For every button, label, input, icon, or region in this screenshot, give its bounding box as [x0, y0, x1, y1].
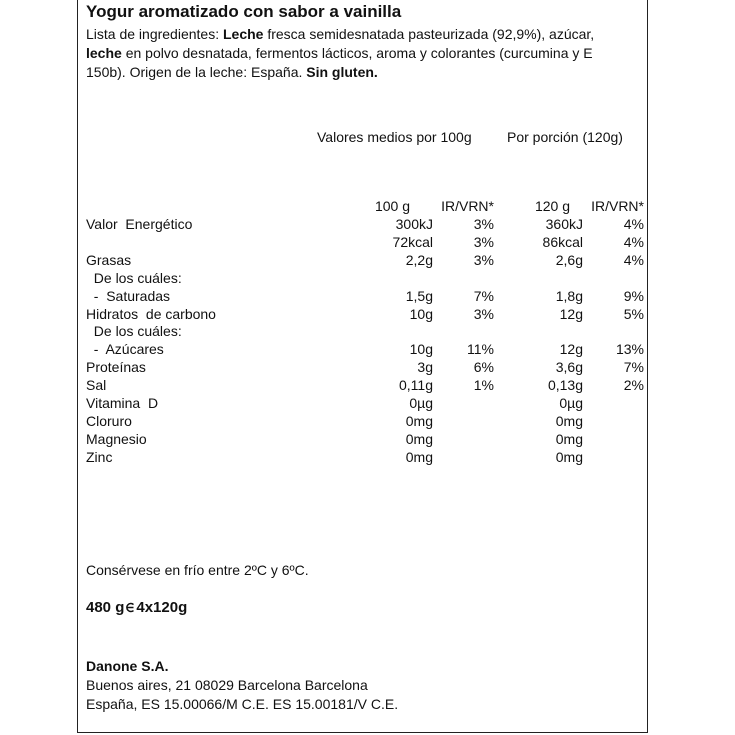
nutrient-v120: 3,6g: [555, 359, 583, 375]
column-ir-120g: IR/VRN*: [591, 198, 644, 214]
nutrient-ir100: 3%: [473, 306, 494, 322]
nutrient-ir120: 4%: [623, 252, 644, 268]
nutrient-v100: 10g: [409, 306, 433, 322]
allergen-milk: Leche: [222, 26, 264, 42]
column-100g: 100 g: [374, 198, 410, 214]
nutrient-label: De los cuáles:: [86, 270, 182, 286]
nutrient-ir100: 6%: [473, 359, 494, 375]
allergen-milk-powder: leche: [86, 45, 122, 61]
nutrient-label: - Azúcares: [86, 341, 164, 357]
nutrient-v100: 2,2g: [405, 252, 433, 268]
nutrient-label: Grasas: [86, 252, 132, 268]
ingredients-list: [86, 25, 626, 82]
nutrient-v120: 1,8g: [555, 288, 583, 304]
header-per-100g: Valores medios por 100g: [317, 129, 472, 145]
ingredients-part: fresca semidesnatada pasteurizada (92,9%), azúcar,: [263, 26, 595, 42]
nutrient-v100: 0mg: [405, 449, 433, 465]
nutrient-v120: 12g: [559, 306, 583, 322]
nutrient-label: Zinc: [86, 449, 113, 465]
nutrient-ir120: 7%: [623, 359, 644, 375]
nutrient-label: Valor Energético: [86, 216, 193, 232]
ingredients-intro: Lista de ingredientes:: [86, 26, 223, 42]
nutrient-v120: 0mg: [555, 449, 583, 465]
nutrient-ir100: 3%: [473, 216, 494, 232]
nutrient-label: Vitamina D: [86, 395, 159, 411]
nutrient-v100: 0,11g: [399, 377, 433, 393]
storage-note: Consérvese en frío entre 2ºC y 6ºC.: [86, 562, 309, 578]
column-120g: 120 g: [534, 198, 570, 214]
nutrient-label: Sal: [86, 377, 107, 393]
nutrient-v120: 360kJ: [545, 216, 583, 232]
nutrient-v120: 2,6g: [555, 252, 583, 268]
nutrient-ir100: 11%: [467, 341, 494, 357]
nutrient-v100: 1,5g: [405, 288, 433, 304]
company-name: Danone S.A.: [86, 658, 169, 674]
nutrient-ir100: 1%: [473, 377, 494, 393]
nutrient-ir120: 5%: [623, 306, 644, 322]
nutrient-v120: 0,13g: [547, 377, 583, 393]
ingredients-part: en polvo desnatada, fermentos lácticos, aroma y colorantes (curcumina y E 150b). Origen de la leche: España.: [86, 45, 593, 80]
gluten-free-claim: Sin gluten.: [306, 64, 378, 80]
nutrient-v100: 0µg: [409, 395, 433, 411]
header-per-portion: Por porción (120g): [507, 129, 623, 145]
net-weight: [86, 599, 187, 617]
nutrient-v100: 300kJ: [395, 216, 433, 232]
nutrient-ir120: 4%: [623, 234, 644, 250]
nutrient-v100: 0mg: [405, 413, 433, 429]
nutrient-ir100: 3%: [473, 234, 494, 250]
nutrient-v100: 3g: [417, 359, 433, 375]
nutrient-ir120: 4%: [623, 216, 644, 232]
nutrient-label: Proteínas: [86, 359, 146, 375]
nutrient-v100: 72kcal: [392, 234, 433, 250]
nutrient-v120: 0mg: [555, 413, 583, 429]
nutrient-ir100: 3%: [473, 252, 494, 268]
nutrient-v120: 0µg: [559, 395, 583, 411]
nutrient-label: Magnesio: [86, 431, 147, 447]
nutrient-ir120: 13%: [615, 341, 644, 357]
nutrient-v120: 86kcal: [542, 234, 583, 250]
pack-size: 4x120g: [136, 599, 188, 616]
net-weight-value: 480 g: [86, 599, 125, 616]
nutrient-label: Cloruro: [86, 413, 132, 429]
nutrient-label: Hidratos de carbono: [86, 306, 216, 322]
product-title: Yogur aromatizado con sabor a vainilla: [86, 2, 402, 21]
nutrient-v100: 10g: [409, 341, 433, 357]
nutrient-label: De los cuáles:: [86, 323, 182, 339]
nutrient-label: - Saturadas: [86, 288, 171, 304]
nutrient-ir100: 7%: [473, 288, 494, 304]
nutrient-ir120: 2%: [623, 377, 644, 393]
estimated-sign-icon: [125, 602, 135, 613]
nutrient-ir120: 9%: [623, 288, 644, 304]
nutrient-v100: 0mg: [405, 431, 433, 447]
nutrient-v120: 0mg: [555, 431, 583, 447]
nutrient-v120: 12g: [559, 341, 583, 357]
company-registry: España, ES 15.00066/M C.E. ES 15.00181/V C.E.: [86, 696, 399, 712]
company-address: Buenos aires, 21 08029 Barcelona Barcelona: [86, 677, 368, 693]
column-ir-100g: IR/VRN*: [441, 198, 494, 214]
